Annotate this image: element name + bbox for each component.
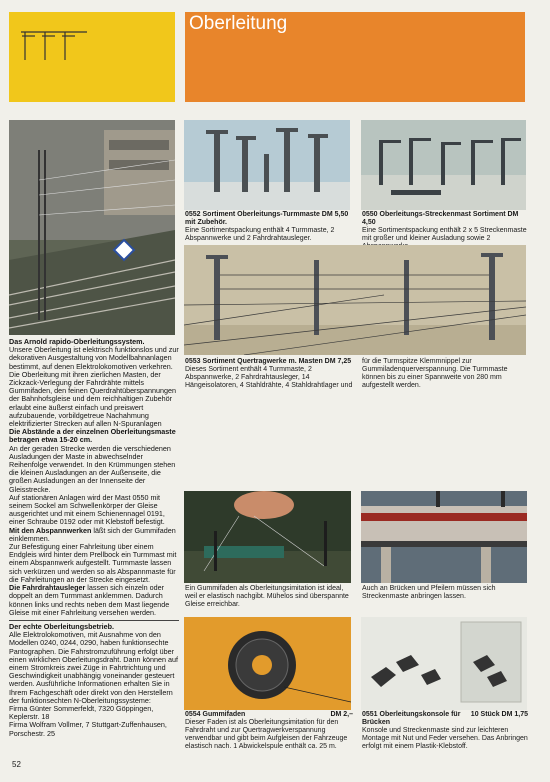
echte-text-column [9, 623, 181, 738]
caption-0552-heading: 0552 Sortiment Oberleitungs-Turmmaste DM 5,50 mit Zubehör. [185, 211, 349, 226]
address-2: Firma Wolfram Vollmer, 7 Stuttgart-Zuffenhausen, Porschestr. 25 [9, 720, 167, 738]
caption-0554-heading-line [185, 711, 353, 719]
caption-0553-text: Dieses Sortiment enthält 4 Turmmaste, 2 Abspannwerke, 2 Fahrdrahtausleger, 14 Hängeisolatoren, 4 Stahldrähte, 4 Stahldrahtlager und [185, 366, 353, 389]
photo-0554-gummifaden-spule [184, 617, 351, 710]
caption-0551-heading: 0551 Oberleitungskonsole für Brücken [362, 711, 461, 726]
caption-0551 [362, 711, 528, 751]
caption-bruecke-text: Auch an Brücken und Pfeilern müssen sich Streckenmaste anbringen lassen. [362, 585, 496, 600]
photo-0552-turmmaste [184, 120, 350, 210]
main-heading: Das Arnold rapido-Oberleitungssystem. [9, 337, 145, 346]
caption-gummifaden [185, 585, 353, 609]
catenary-logo-icon [19, 26, 89, 66]
main-paragraph-5: Auf stationären Anlagen wird der Mast 0550 mit seinem Sockel am Schwellenkörper der Gleise ausgerichtet und mit einem Schienennagel 0191, einer Schraube 0192 oder mit Klebstoff befestigt. [9, 492, 165, 527]
photo-bruecke-lok [361, 491, 527, 583]
caption-0553 [185, 358, 353, 390]
photo-gummifaden-hand [184, 491, 351, 583]
caption-0554-price: DM 2,– [330, 711, 353, 718]
caption-0552-text: Eine Sortimentspackung enthält 4 Turmmaste, 2 Abspannwerke und 2 Fahrdrahtausleger. [185, 227, 335, 242]
ausleger-bold: Die Fahrdrahtausleger [9, 583, 86, 593]
header-yellow-block [9, 12, 175, 102]
ausleger-rest: lassen sich einzeln oder doppelt an dem Turmmast anklemmen. Dadurch können links und rechts neben dem Mast liegende Gleise mit einer Fahrleitung versehen werden. [9, 583, 170, 617]
main-text-column [9, 338, 181, 617]
abspann-bold: Mit den Abspannwerken [9, 525, 92, 535]
caption-bruecke [362, 585, 528, 601]
caption-0551-text: Konsole und Streckenmaste sind zur leichteren Montage mit Nut und Feder versehen. Das Anbringen erfolgt mit einem Plastik-Klebstoff. [362, 727, 528, 750]
echte-heading: Der echte Oberleitungsbetrieb. [9, 622, 115, 631]
main-paragraph-1: Unsere Oberleitung ist elektrisch funktionslos und zur dekorativen Ausgestaltung von Modellbahnanlagen bestimmt, auf denen Elektrolokomotiven verkehren. [9, 345, 179, 371]
caption-0554-text: Dieser Faden ist als Oberleitungsimitation für den Fahrdraht und zur Quertragwerkverspannung verwendbar und gibt beim Aufgleisen der Fahrzeuge elastisch nach. 1 Abwickelspule enthält ca. 25 m. [185, 719, 348, 750]
caption-0551-price: 10 Stück DM 1,75 [470, 711, 528, 718]
address-1: Firma Günter Sommerfeldt, 7320 Göppingen, Keplerstr. 18 [9, 704, 154, 722]
layout-photo-station [9, 120, 175, 335]
photo-0550-streckenmast [361, 120, 526, 210]
caption-0553-heading: 0553 Sortiment Quertragwerke m. Masten DM 7,25 [185, 358, 352, 365]
page-number: 52 [12, 760, 21, 769]
page-title: Oberleitung [189, 13, 288, 34]
main-paragraph-2: Die Oberleitung mit ihren zierlichen Masten, der Zickzack-Verlegung der Fahrdrähte mittels Gummifaden, den feinen Querdrahtüberspannungen der Bahnhofsgleise und dem reichhaltigen Zubehör erlaubt eine äußerst einfach und preiswert aufzubauende, vorbildgetreue Nachahmung elektrifizierter Strecken auf allen N-Spuranlagen [9, 369, 177, 429]
caption-gummifaden-text: Ein Gummifaden als Oberleitungsimitation ist ideal, weil er elastisch nachgibt. Mühelos sind überspannte Gleise erreichbar. [185, 585, 349, 608]
caption-0554 [185, 711, 353, 751]
abspann-more: Zur Befestigung einer Fahrleitung über einem Endgleis wird hinter dem Prellbock ein Turmmast mit einem Abspannwerk aufgestellt. Turmmaste lassen sich verkürzen und werden so als Abspannmaste für die Fahrleitungen an der Strecke eingesetzt. [9, 542, 177, 584]
ausleger-paragraph [9, 584, 181, 617]
caption-0550-heading: 0550 Oberleitungs-Streckenmast Sortiment DM 4,50 [362, 211, 519, 226]
caption-0550-text: Eine Sortimentspackung enthält 2 x 5 Streckenmaste mit großer und kleiner Ausladung sowie 2 [362, 227, 527, 242]
abspann-rest: läßt sich der Gummifaden einklemmen. [9, 525, 176, 543]
photo-0551-konsole [361, 617, 527, 710]
divider-line [9, 620, 179, 621]
caption-0551-heading-line [362, 711, 528, 727]
abspann-paragraph [9, 527, 181, 543]
echte-text: Alle Elektrolokomotiven, mit Ausnahme von den Modellen 0240, 0244, 0290, haben funktionsechte Pantographen. Die Fahrstromzuführung erfolgt über einen wirklichen Oberleitungsdraht. Dann können auf einem Stromkreis zwei Züge in Fahrtrichtung und Geschwindigkeit unabhängig voneinander gesteuert werden. Ausführliche Informationen erhalten Sie in Ihrem Fachgeschäft oder direkt von den Herstellern der funktionsechten N-Oberleitungssysteme: [9, 630, 179, 705]
caption-0553-cont-text: für die Turmspitze Klemmnippel zur Gummiladenquerverspannung. Die Turmmaste können bis zu einer Spannweite von 280 mm aufgestellt werden. [362, 358, 508, 389]
main-paragraph-4: An der geraden Strecke werden die verschiedenen Ausladungen der Maste in abwechselnder Reihenfolge verwendet. In den Krümmungen stehen die kleinen Ausladungen an der Außenseite, die großen Ausladungen an der Innenseite der Gleisstrecke. [9, 443, 176, 494]
caption-0553-continued [362, 358, 528, 390]
main-paragraph-3: Die Abstände a der einzelnen Oberleitungsmaste betragen etwa 15-20 cm. [9, 427, 176, 445]
photo-0553-quertragwerk [184, 245, 526, 355]
caption-0554-heading: 0554 Gummifaden [185, 711, 246, 718]
caption-0552 [185, 211, 355, 243]
